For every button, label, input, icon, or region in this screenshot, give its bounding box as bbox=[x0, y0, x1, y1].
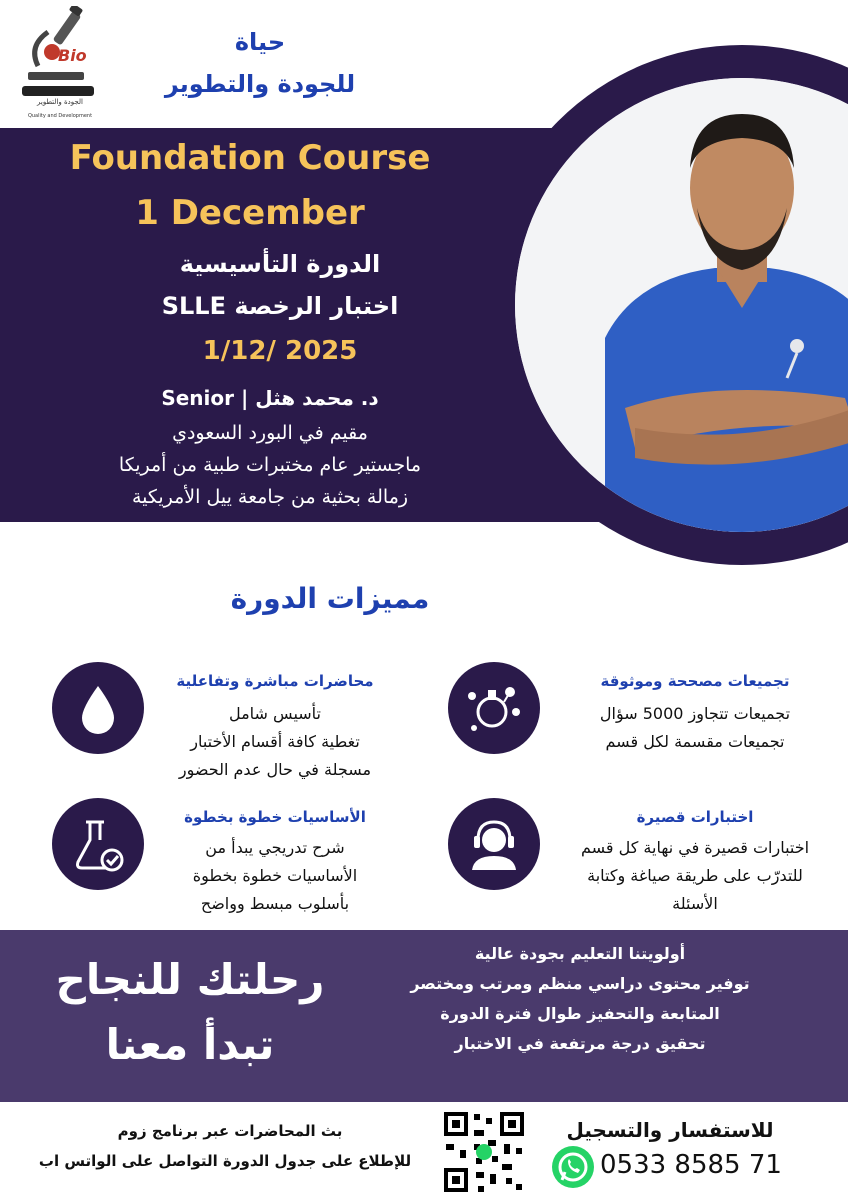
zoom-note: بث المحاضرات عبر برنامج زوم bbox=[117, 1122, 343, 1140]
course-date: 1 December bbox=[135, 193, 365, 233]
feature-line: شرح تدريجي يبدأ من bbox=[205, 838, 345, 857]
feature-title: تجميعات مصححة وموثوقة bbox=[600, 672, 790, 690]
feature-line: مسجلة في حال عدم الحضور bbox=[178, 760, 372, 779]
features-title: مميزات الدورة bbox=[230, 582, 430, 615]
qr-code[interactable] bbox=[440, 1108, 528, 1196]
priority-item: أولويتنا التعليم بجودة عالية bbox=[474, 944, 686, 963]
headset-agent-icon bbox=[448, 798, 540, 890]
instructor-credential: زمالة بحثية من جامعة ييل الأمريكية bbox=[131, 486, 409, 508]
course-title-arabic: الدورة التأسيسية bbox=[179, 250, 381, 278]
exam-title: اختبار الرخصة SLLE bbox=[161, 292, 399, 320]
drop-icon bbox=[52, 662, 144, 754]
brand-logo bbox=[18, 6, 102, 126]
logo-subcaption: Quality and Development bbox=[27, 113, 93, 119]
feature-line: الأسئلة bbox=[672, 894, 718, 913]
feature-title: محاضرات مباشرة وتفاعلية bbox=[176, 672, 374, 690]
course-title: Foundation Course bbox=[69, 138, 431, 178]
instructor-name: د. محمد هثل | Senior bbox=[161, 386, 379, 410]
instructor-credential: ماجستير عام مختبرات طبية من أمريكا bbox=[118, 454, 422, 476]
contact-title: للاستفسار والتسجيل bbox=[566, 1118, 774, 1142]
feature-line: اختبارات قصيرة في نهاية كل قسم bbox=[580, 838, 810, 857]
instructor-credential: مقيم في البورد السعودي bbox=[172, 422, 368, 444]
feature-line: للتدرّب على طريقة صياغة وكتابة bbox=[587, 866, 803, 885]
logo-text: Bio bbox=[58, 46, 87, 65]
feature-line: تأسيس شامل bbox=[228, 704, 321, 723]
feature-title: اختبارات قصيرة bbox=[636, 808, 754, 826]
priority-item: توفير محتوى دراسي منظم ومرتب ومختصر bbox=[410, 974, 750, 993]
priority-item: المتابعة والتحفيز طوال فترة الدورة bbox=[440, 1004, 720, 1023]
lab-molecule-icon bbox=[448, 662, 540, 754]
phone-number[interactable]: 0533 8585 71 bbox=[600, 1150, 782, 1180]
priority-item: تحقيق درجة مرتفعة في الاختبار bbox=[454, 1034, 706, 1053]
course-start-date: 1/12/ 2025 bbox=[202, 336, 358, 366]
feature-line: تغطية كافة أقسام الأختبار bbox=[190, 732, 360, 751]
logo-caption: الجودة والتطوير bbox=[37, 98, 83, 106]
feature-title: الأساسيات خطوة بخطوة bbox=[184, 808, 366, 826]
whatsapp-schedule-note: للإطلاع على جدول الدورة التواصل على الواتس اب bbox=[38, 1152, 412, 1170]
feature-line: بأسلوب مبسط وواضح bbox=[200, 894, 350, 913]
flask-check-icon bbox=[52, 798, 144, 890]
brand-name-line2: للجودة والتطوير bbox=[164, 70, 356, 98]
feature-line: تجميعات مقسمة لكل قسم bbox=[605, 732, 785, 751]
feature-line: تجميعات تتجاوز 5000 سؤال bbox=[599, 704, 791, 723]
slogan-line: رحلتك للنجاح bbox=[55, 955, 325, 1004]
feature-line: الأساسيات خطوة بخطوة bbox=[192, 866, 358, 885]
whatsapp-icon[interactable] bbox=[552, 1146, 594, 1188]
slogan-line: تبدأ معنا bbox=[105, 1020, 275, 1069]
brand-name-line1: حياة bbox=[234, 28, 286, 56]
